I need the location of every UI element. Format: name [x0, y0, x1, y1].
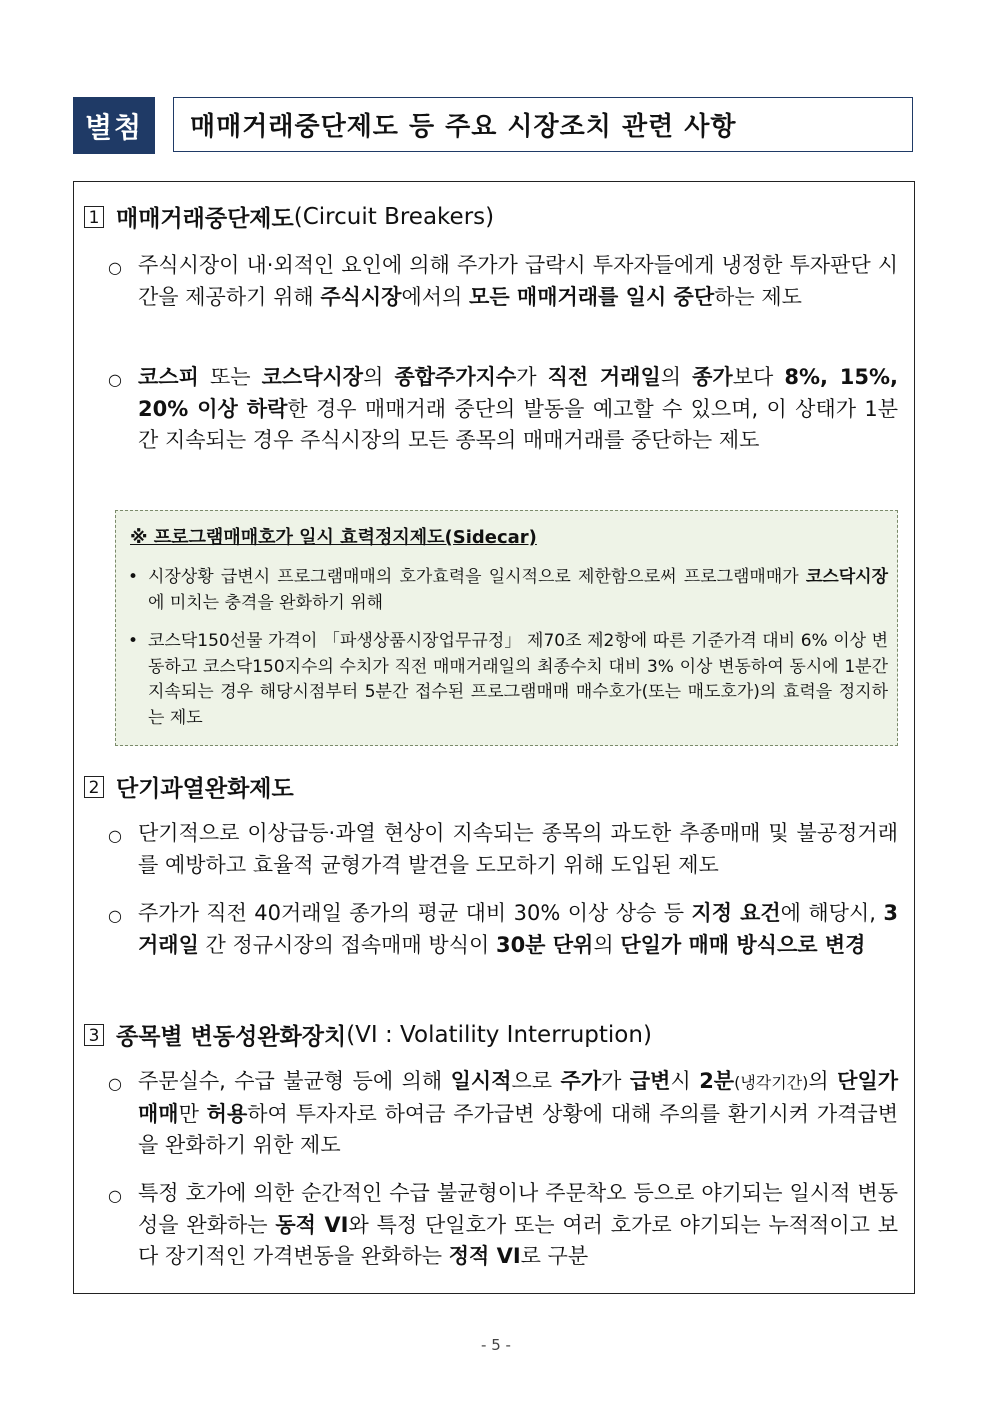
circle-bullet-icon: ○ [108, 1186, 122, 1205]
note-bullet-2: • 코스닥150선물 가격이 「파생상품시장업무규정」 제70조 제2항에 따른 기준가격 대비 6% 이상 변동하고 코스닥150지수의 수치가 직전 매매거래일의 최종수치 대비 3% 이상 변동하여 동시에 1분간 지속되는 경우 해당시점부터 5분간 접수된 프로그램매매 매수호가(또는 매도호가)의 효력을 정지하는 제도 [128, 631, 888, 728]
note-title: ※ 프로그램매매호가 일시 효력정지제도(Sidecar) [130, 527, 537, 548]
page-title [173, 97, 913, 152]
section-2-bullet-2: ○ 주가가 직전 40거래일 종가의 평균 대비 30% 이상 상승 등 지정 요건에 해당시, 3거래일 간 정규시장의 접속매매 방식이 30분 단위의 단일가 매매 방식으로 변경 [108, 901, 898, 957]
page-number: - 5 - [481, 1336, 511, 1354]
appendix-tag: 별첨 [73, 97, 155, 154]
section-title: 단기과열완화제도 [116, 776, 294, 802]
section-3-heading [84, 1018, 652, 1051]
section-number: 1 [84, 206, 104, 228]
section-title: 매매거래중단제도 [116, 206, 294, 232]
section-title-en: (Circuit Breakers) [293, 203, 495, 230]
section-2-bullet-1: ○ 단기적으로 이상급등·과열 현상이 지속되는 종목의 과도한 추종매매 및 불공정거래를 예방하고 효율적 균형가격 발견을 도모하기 위해 도입된 제도 [108, 821, 898, 877]
section-2-heading [84, 770, 294, 803]
section-title-en: (VI : Volatility Interruption) [346, 1021, 652, 1048]
section-3-bullet-1: ○ 주문실수, 수급 불균형 등에 의해 일시적으로 주가가 급변시 2분(냉각기간)의 단일가매매만 허용하여 투자자로 하여금 주가급변 상황에 대해 주의를 환기시켜 가격급변을 완화하기 위한 제도 [108, 1069, 899, 1157]
page-title-text: 매매거래중단제도 등 주요 시장조치 관련 사항 [190, 112, 737, 142]
circle-bullet-icon: ○ [108, 906, 122, 925]
section-title: 종목별 변동성완화장치 [116, 1024, 347, 1050]
circle-bullet-icon: ○ [108, 826, 122, 845]
circle-bullet-icon: ○ [108, 1074, 122, 1093]
note-bullet-1: • 시장상황 급변시 프로그램매매의 호가효력을 일시적으로 제한함으로써 프로그램매매가 코스닥시장에 미치는 충격을 완화하기 위해 [128, 567, 888, 613]
section-3-bullet-2: ○ 특정 호가에 의한 순간적인 수급 불균형이나 주문착오 등으로 야기되는 일시적 변동성을 완화하는 동적 VI와 특정 단일호가 또는 여러 호가로 야기되는 누적적이고 보다 장기적인 가격변동을 완화하는 정적 VI로 구분 [108, 1181, 899, 1268]
dot-bullet-icon: • [128, 631, 139, 651]
section-1-bullet-1: ○ 주식시장이 내·외적인 요인에 의해 주가가 급락시 투자자들에게 냉정한 투자판단 시간을 제공하기 위해 주식시장에서의 모든 매매거래를 일시 중단하는 제도 [108, 253, 898, 309]
section-1-heading [84, 200, 494, 233]
sidecar-note-box [115, 510, 898, 746]
section-number: 2 [84, 776, 104, 798]
section-1-bullet-2: ○ 코스피 또는 코스닥시장의 종합주가지수가 직전 거래일의 종가보다 8%, 15%, 20% 이상 하락한 경우 매매거래 중단의 발동을 예고할 수 있으며, 이 상태가 1분간 지속되는 경우 주식시장의 모든 종목의 매매거래를 중단하는 제도 [108, 365, 899, 452]
circle-bullet-icon: ○ [108, 370, 122, 389]
circle-bullet-icon: ○ [108, 258, 122, 277]
section-number: 3 [84, 1024, 104, 1046]
dot-bullet-icon: • [128, 567, 139, 587]
